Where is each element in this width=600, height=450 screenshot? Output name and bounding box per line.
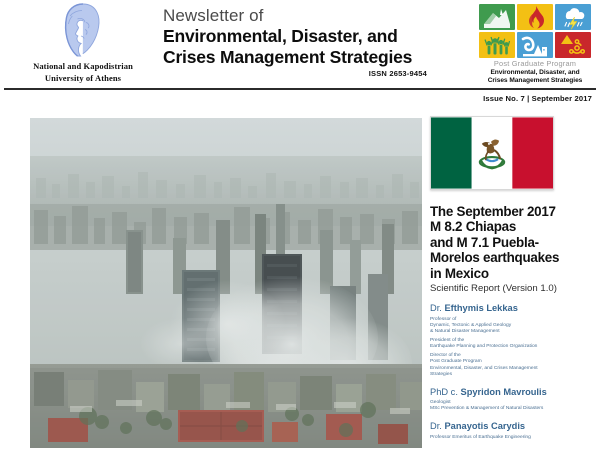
- biohazard-radiation-icon: [555, 32, 591, 58]
- program-logo-sub-line2: Crises Management Strategies: [487, 76, 583, 84]
- issn-number: ISSN 2653-9454: [368, 69, 427, 78]
- author-prefix: PhD c.: [430, 386, 458, 397]
- athena-head-emblem: [53, 2, 113, 60]
- cover-main: [0, 112, 600, 450]
- fire-icon: [517, 4, 553, 30]
- author-name: [430, 421, 594, 432]
- newsletter-title-line1: Environmental, Disaster, and: [163, 26, 398, 46]
- page-header: [0, 0, 600, 103]
- author-fullname: Panayotis Carydis: [444, 421, 526, 432]
- report-subtitle: Scientific Report (Version 1.0): [430, 283, 557, 295]
- author-name: [430, 303, 594, 314]
- mexico-city-earthquake-aerial-photo: [30, 118, 422, 448]
- program-logo-sub-line1: Environmental, Disaster, and: [490, 68, 580, 76]
- report-title-line: and M 7.1 Puebla-: [430, 234, 539, 250]
- storm-lightning-icon: [555, 4, 591, 30]
- author-entry: [430, 421, 594, 441]
- newsletter-pre-title: Newsletter of: [163, 6, 264, 25]
- post-graduate-program-logo: [476, 4, 594, 85]
- issue-info: Issue No. 7 | September 2017: [483, 94, 592, 103]
- author-entry: [430, 387, 594, 413]
- credential-item: Professor Emeritus of Earthquake Engineering: [430, 434, 531, 440]
- author-credentials: [430, 400, 594, 412]
- flood-wave-icon: [517, 32, 553, 58]
- program-icon-grid: [479, 4, 591, 58]
- report-title-line: in Mexico: [430, 265, 489, 281]
- credential-item: Director of the Post Graduate Program Environmental, Disaster, and Crises Management Strategies: [430, 353, 538, 377]
- report-title-line: The September 2017: [430, 204, 556, 219]
- university-name-line1: National and Kapodistrian: [33, 61, 133, 71]
- landslide-icon: [479, 4, 515, 30]
- mexico-flag: [430, 116, 554, 190]
- author-fullname: Spyridon Mavroulis: [460, 386, 547, 397]
- author-entry: [430, 303, 594, 378]
- report-title-line: Morelos earthquakes: [430, 250, 560, 266]
- author-fullname: Efthymis Lekkas: [444, 303, 518, 314]
- cover-info-column: [430, 116, 594, 444]
- newsletter-title-line2: Crises Management Strategies: [163, 47, 413, 67]
- university-name-line2: University of Athens: [44, 73, 122, 83]
- university-logo-block: [8, 2, 158, 84]
- crowd-people-icon: [479, 32, 515, 58]
- credential-item: President of the Earthquake Planning and Protection Organization: [430, 338, 538, 350]
- author-credentials: [430, 317, 594, 378]
- author-credentials: [430, 435, 594, 441]
- author-prefix: Dr.: [430, 421, 442, 432]
- report-title: [430, 204, 594, 281]
- author-prefix: Dr.: [430, 303, 442, 314]
- credential-item: Geologist MSc Prevention & Management of Natural Disasters: [430, 400, 544, 412]
- program-logo-caption: Post Graduate Program: [493, 59, 577, 68]
- author-name: [430, 387, 594, 398]
- report-title-line: M 8.2 Chiapas: [430, 219, 517, 235]
- credential-item: Professor of Dynamic, Tectonic & Applied Geology & Natural Disaster Management: [430, 316, 512, 334]
- header-divider: [4, 88, 596, 90]
- masthead: [163, 6, 463, 78]
